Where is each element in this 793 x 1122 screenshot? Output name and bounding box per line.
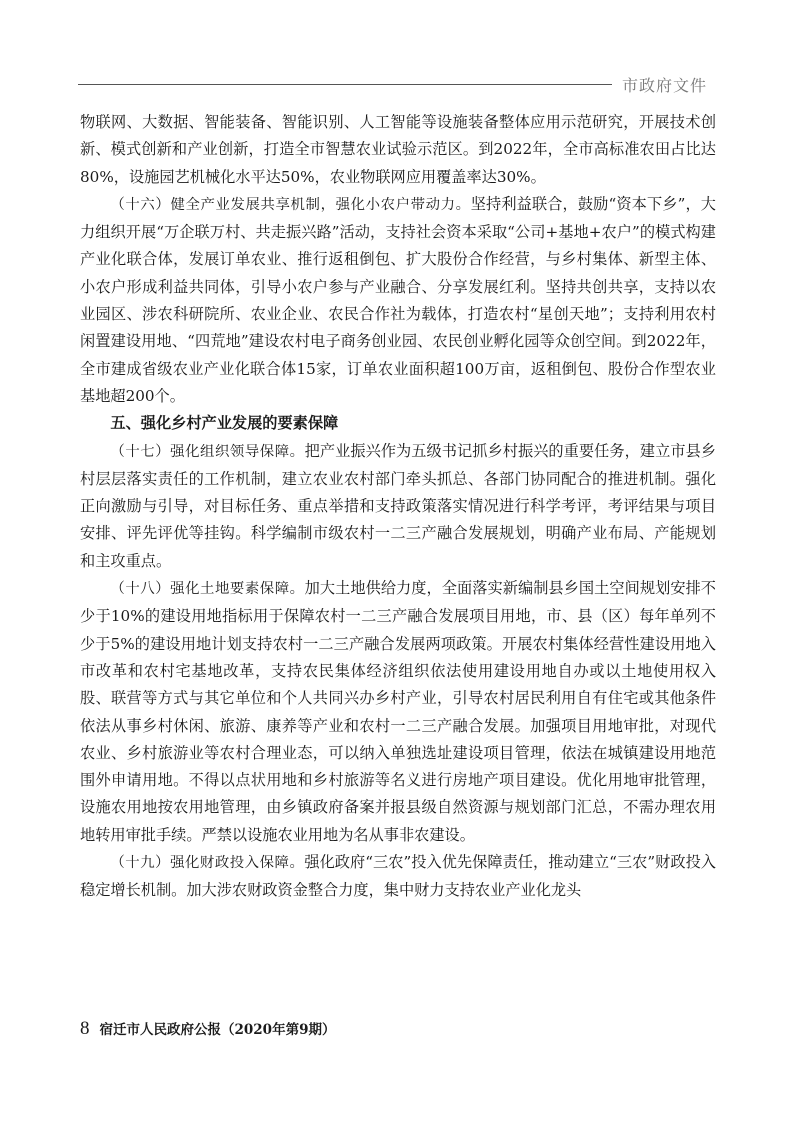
paragraph-text: 把产业振兴作为五级书记抓乡村振兴的重要任务，建立市县乡村层层落实责任的工作机制，建立农业农村部门牵头抓总、各部门协同配合的推进机制。强化正向激励与引导，对目标任务、重点举措和支持政策落实情况进行科学考评，考评结果与项目安排、评先评优等挂钩。科学编制市级农村一二三产融合发展规划，明确产业布局、产能规划和主攻重点。 (80, 441, 716, 570)
section-label: 市政府文件 (622, 76, 708, 95)
paragraph-text: 坚持利益联合，鼓励“资本下乡”，大力组织开展“万企联万村、共走振兴路”活动，支持社会资本采取“公司+基地+农户”的模式构建产业化联合体，发展订单农业、推行返租倒包、扩大股份合作经营，与乡村集体、新型主体、小农户形成利益共同体，引导小农户参与产业融合、分享发展红利。坚持共创共享，支持以农业园区、涉农科研院所、农业企业、农民合作社为载体，打造农村“星创天地”；支持利用农村闲置建设用地、“四荒地”建设农村电子商务创业园、农民创业孵化园等众创空间。到2022年，全市建成省级农业产业化联合体15家，订单农业面积超100万亩，返租倒包、股份合作型农业基地超200个。 (80, 194, 716, 405)
section-heading: 五、强化乡村产业发展的要素保障 (110, 414, 339, 433)
paragraph-text: 强化政府“三农”投入优先保障责任，推动建立“三农”财政投入稳定增长机制。加大涉农财政资金整合力度，集中财力支持农业产业化龙头 (80, 853, 716, 900)
page-number: 8 (80, 1018, 90, 1039)
paragraph-lead: （十八）强化土地要素保障。 (110, 581, 305, 598)
paragraph (80, 438, 716, 575)
publication-title: 宿迁市人民政府公报（2020年第9期） (99, 1022, 336, 1038)
document-body (80, 109, 716, 905)
paragraph-text: 物联网、大数据、智能装备、智能识别、人工智能等设施装备整体应用示范研究，开展技术创新、模式创新和产业创新，打造全市智慧农业试验示范区。到2022年，全市高标准农田占比达80%，设施园艺机械化水平达50%，农业物联网应用覆盖率达30%。 (80, 113, 716, 186)
paragraph (80, 191, 716, 410)
paragraph (80, 849, 716, 905)
paragraph-lead: （十七）强化组织领导保障。 (110, 443, 305, 460)
paragraph-text: 加大土地供给力度，全面落实新编制县乡国土空间规划安排不少于10%的建设用地指标用于保障农村一二三产融合发展项目用地，市、县（区）每年单列不少于5%的建设用地计划支持农村一二三产融合发展两项政策。开展农村集体经营性建设用地入市改革和农村宅基地改革，支持农民集体经济组织依法使用建设用地自办或以土地使用权入股、联营等方式与其它单位和个人共同兴办乡村产业，引导农村居民利用自有住宅或其他条件依法从事乡村休闲、旅游、康养等产业和农村一二三产融合发展。加强项目用地审批，对现代农业、乡村旅游业等农村合理业态，可以纳入单独选址建设项目管理，依法在城镇建设用地范围外申请用地。不得以点状用地和乡村旅游等名义进行房地产项目建设。优化用地审批管理，设施农用地按农用地管理，由乡镇政府备案并报县级自然资源与规划部门汇总，不需办理农用地转用审批手续。严禁以设施农业用地为名从事非农建设。 (80, 579, 716, 844)
header-rule (78, 84, 612, 85)
page-footer (80, 1018, 335, 1040)
paragraph (80, 575, 716, 849)
paragraph-lead: （十九）强化财政投入保障。 (110, 855, 305, 872)
paragraph-lead: （十六）健全产业发展共享机制，强化小农户带动力。 (110, 196, 471, 213)
paragraph (80, 109, 716, 191)
